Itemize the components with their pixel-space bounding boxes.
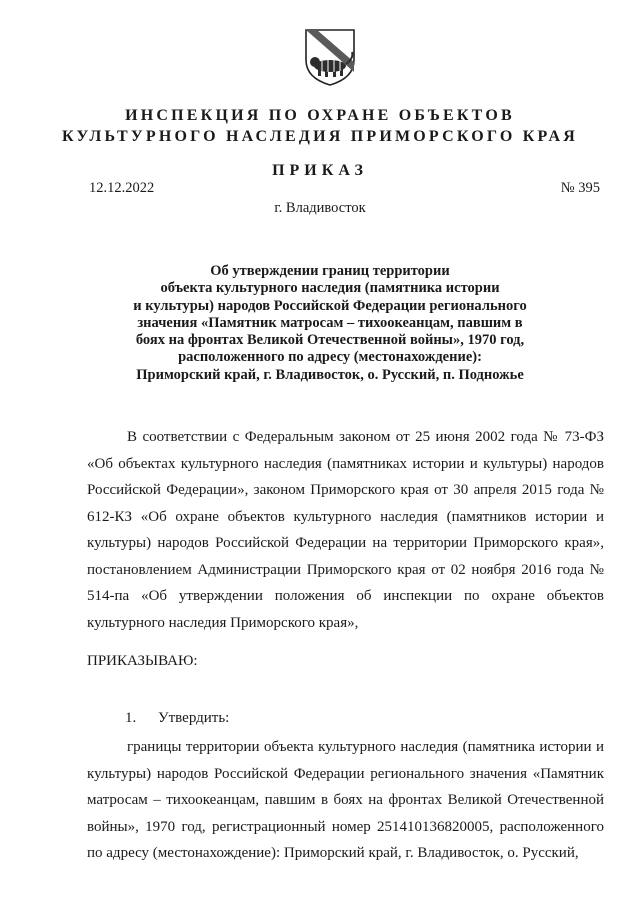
title-line: и культуры) народов Российской Федерации регионального <box>133 297 527 314</box>
title-line: боях на фронтах Великой Отечественной войны», 1970 год, <box>135 332 525 349</box>
item-number: 1. <box>125 710 137 726</box>
organization-name-line2: КУЛЬТУРНОГО НАСЛЕДИЯ ПРИМОРСКОГО КРАЯ <box>62 128 578 145</box>
title-line: Приморский край, г. Владивосток, о. Русский, п. Подножье <box>136 366 524 383</box>
document-date: 12.12.2022 <box>89 180 155 196</box>
organization-name-line1: ИНСПЕКЦИЯ ПО ОХРАНЕ ОБЪЕКТОВ <box>125 107 515 124</box>
title-line: значения «Памятник матросам – тихоокеанцам, павшим в <box>137 314 523 331</box>
title-line: объекта культурного наследия (памятника истории <box>160 280 500 297</box>
order-word: ПРИКАЗЫВАЮ: <box>87 653 198 669</box>
preamble-paragraph: В соответствии с Федеральным законом от 25 июня 2002 года № 73-ФЗ «Об объектах культурного наследия (памятниках истории и культуры) народов Российской Федерации», законом Приморского края от 30 апреля 2015 года № 612-КЗ «Об охране объектов культурного наследия (памятников истории и культуры) народов Российской Федерации на территории Приморского края», постановлением Администрации Приморского края от 02 ноября 2016 года № 514-па «Об утверждении положения об инспекции по охране объектов культурного наследия Приморского края», <box>87 429 604 631</box>
primorsky-coat-of-arms-icon <box>300 22 360 88</box>
document-title <box>110 263 550 384</box>
document-city: г. Владивосток <box>274 200 366 216</box>
title-line: расположенного по адресу (местонахождение): <box>178 349 482 366</box>
item-1-text: границы территории объекта культурного наследия (памятника истории и культуры) народов Российской Федерации регионального значения «Памятник матросам – тихоокеанцам, павшим в боях на фронтах Великой Отечественной войны», 1970 год, регистрационный номер 251410136820005, расположенного по адресу (местонахождение): Приморский край, г. Владивосток, о. Русский, <box>87 739 604 861</box>
document-type: ПРИКАЗ <box>272 162 368 179</box>
title-line: Об утверждении границ территории <box>210 263 450 279</box>
order-item-1 <box>125 710 229 727</box>
document-number: № 395 <box>560 180 600 196</box>
item-label: Утвердить: <box>158 710 230 726</box>
